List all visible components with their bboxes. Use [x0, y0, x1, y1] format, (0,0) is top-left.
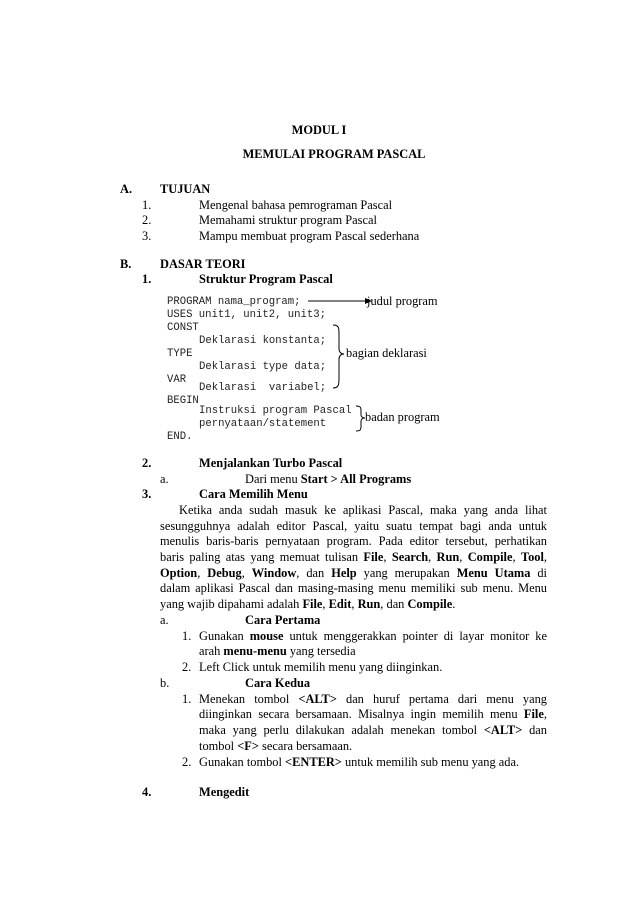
list-item: Left Click untuk memilih menu yang diinginkan. [199, 660, 443, 674]
text-run: untuk menggerakkan pointer di layar monitor ke [283, 629, 547, 643]
subsection-number: 4. [142, 785, 152, 799]
text-run: Gunakan tombol [199, 755, 286, 769]
text-run: Dari menu [245, 472, 301, 486]
page-title: MODUL I [291, 123, 347, 137]
text-run-bold: Run [357, 597, 381, 611]
list-item [199, 724, 547, 736]
text-run: , [351, 597, 358, 611]
code-line: PROGRAM nama_program; [167, 296, 301, 308]
annotation-badan: badan program [365, 410, 440, 424]
subsection-number: 3. [142, 487, 152, 501]
text-run: tombol [199, 739, 238, 753]
text-run: , [459, 550, 468, 564]
page-subtitle: MEMULAI PROGRAM PASCAL [242, 147, 426, 161]
text-run-bold: Compile [407, 597, 453, 611]
section-a-letter: A. [120, 182, 133, 196]
text-run-bold: menu-menu [223, 644, 287, 658]
subsection-number: 2. [142, 456, 152, 470]
code-line: Deklarasi konstanta; [199, 335, 327, 347]
code-line: CONST [167, 322, 199, 334]
text-run-bold: Run [436, 550, 460, 564]
text-run: maka yang perlu dilakukan adalah menekan tombol [199, 723, 484, 737]
text-run: di [530, 566, 547, 580]
paragraph-line [160, 567, 547, 579]
list-item-number: 3. [142, 229, 152, 243]
text-run-bold: Option [160, 566, 198, 580]
method-title: Cara Kedua [245, 676, 311, 690]
list-item-number: 2. [142, 213, 152, 227]
subsection-title: Mengedit [199, 785, 250, 799]
section-b-heading: DASAR TEORI [160, 257, 246, 271]
text-run: , dan [296, 566, 332, 580]
text-run-bold: <ENTER> [285, 755, 342, 769]
text-run-bold: Window [251, 566, 297, 580]
text-run: yang wajib dipahami adalah [160, 597, 303, 611]
brace-deklarasi-icon [333, 325, 344, 388]
code-line: pernyataan/statement [199, 418, 327, 430]
code-line: Deklarasi variabel; [199, 382, 327, 394]
text-run-bold: mouse [249, 629, 284, 643]
list-item-letter: b. [160, 676, 170, 690]
annotation-judul: judul program [367, 294, 438, 308]
code-line: END. [167, 431, 193, 443]
list-item [199, 740, 352, 752]
text-run-bold: Tool [520, 550, 544, 564]
code-line: TYPE [167, 348, 193, 360]
section-b-letter: B. [120, 257, 132, 271]
list-item [199, 708, 547, 720]
text-run-bold: Edit [328, 597, 352, 611]
text-run: arah [199, 644, 224, 658]
list-item: Memahami struktur program Pascal [199, 213, 377, 227]
text-run: , [543, 550, 548, 564]
text-run-bold: Help [331, 566, 357, 580]
subsection-number: 1. [142, 272, 152, 286]
code-line: Deklarasi type data; [199, 361, 327, 373]
paragraph-line: dalam aplikasi Pascal dan masing-masing menu memiliki sub menu. Menu [160, 581, 547, 595]
list-item [199, 645, 356, 657]
code-line: VAR [167, 374, 187, 386]
text-run: baris paling atas yang memuat tulisan [160, 550, 364, 564]
text-run: secara bersamaan. [258, 739, 353, 753]
code-line: Instruksi program Pascal [199, 405, 352, 417]
text-run: dan huruf pertama dari menu yang [336, 692, 548, 706]
text-run: Menekan tombol [199, 692, 299, 706]
text-run: , [197, 566, 208, 580]
subsection-title: Menjalankan Turbo Pascal [199, 456, 343, 470]
text-run-bold: Start > All Programs [300, 472, 412, 486]
list-item [199, 630, 547, 642]
brace-badan-icon [356, 406, 365, 431]
text-run: , dan [380, 597, 408, 611]
list-item-number: 1. [182, 692, 192, 706]
text-run: dan [522, 723, 547, 737]
code-line: BEGIN [167, 395, 199, 407]
text-run-bold: File [302, 597, 323, 611]
paragraph-line: sesungguhnya adalah editor Pascal, yaitu suatu tempat bagi anda untuk [160, 519, 547, 533]
text-run: , [383, 550, 392, 564]
code-line: USES unit1, unit2, unit3; [167, 309, 326, 321]
list-item: Mampu membuat program Pascal sederhana [199, 229, 420, 243]
section-a-heading: TUJUAN [160, 182, 211, 196]
list-item-letter: a. [160, 613, 169, 627]
text-run: , [241, 566, 252, 580]
subsection-title: Struktur Program Pascal [199, 272, 333, 286]
text-run: , [512, 550, 521, 564]
paragraph-line [160, 551, 547, 563]
text-run-bold: Search [391, 550, 429, 564]
text-run-bold: Debug [207, 566, 242, 580]
text-run: yang tersedia [286, 644, 356, 658]
text-run-bold: Menu Utama [456, 566, 531, 580]
text-run: , [428, 550, 437, 564]
text-run-bold: File [363, 550, 384, 564]
subsection-title: Cara Memilih Menu [199, 487, 308, 501]
list-item [245, 473, 411, 485]
list-item-letter: a. [160, 472, 169, 486]
list-item [199, 756, 519, 768]
text-run-bold: File [523, 707, 544, 721]
text-run-bold: <F> [237, 739, 259, 753]
text-run: , [543, 707, 547, 721]
text-run: yang merupakan [356, 566, 457, 580]
text-run: . [452, 597, 456, 611]
paragraph-line [160, 598, 455, 610]
list-item [199, 693, 547, 705]
text-run: untuk memilih sub menu yang ada. [341, 755, 520, 769]
paragraph-line: Ketika anda sudah masuk ke aplikasi Pascal, maka yang anda lihat [179, 503, 547, 517]
list-item: Mengenal bahasa pemrograman Pascal [199, 198, 393, 212]
annotation-deklarasi: bagian deklarasi [346, 346, 427, 360]
text-run-bold: <ALT> [298, 692, 337, 706]
text-run: Gunakan [199, 629, 250, 643]
text-run: diinginkan secara bersamaan. Misalnya ingin memilih menu [199, 707, 524, 721]
method-title: Cara Pertama [245, 613, 321, 627]
text-run-bold: <ALT> [483, 723, 523, 737]
list-item-number: 1. [182, 629, 192, 643]
text-run-bold: Compile [467, 550, 513, 564]
text-run: , [322, 597, 329, 611]
list-item-number: 2. [182, 660, 192, 674]
list-item-number: 2. [182, 755, 192, 769]
paragraph-line: menulis baris-baris pernyataan program. Pada editor tersebut, perhatikan [160, 534, 547, 548]
list-item-number: 1. [142, 198, 152, 212]
